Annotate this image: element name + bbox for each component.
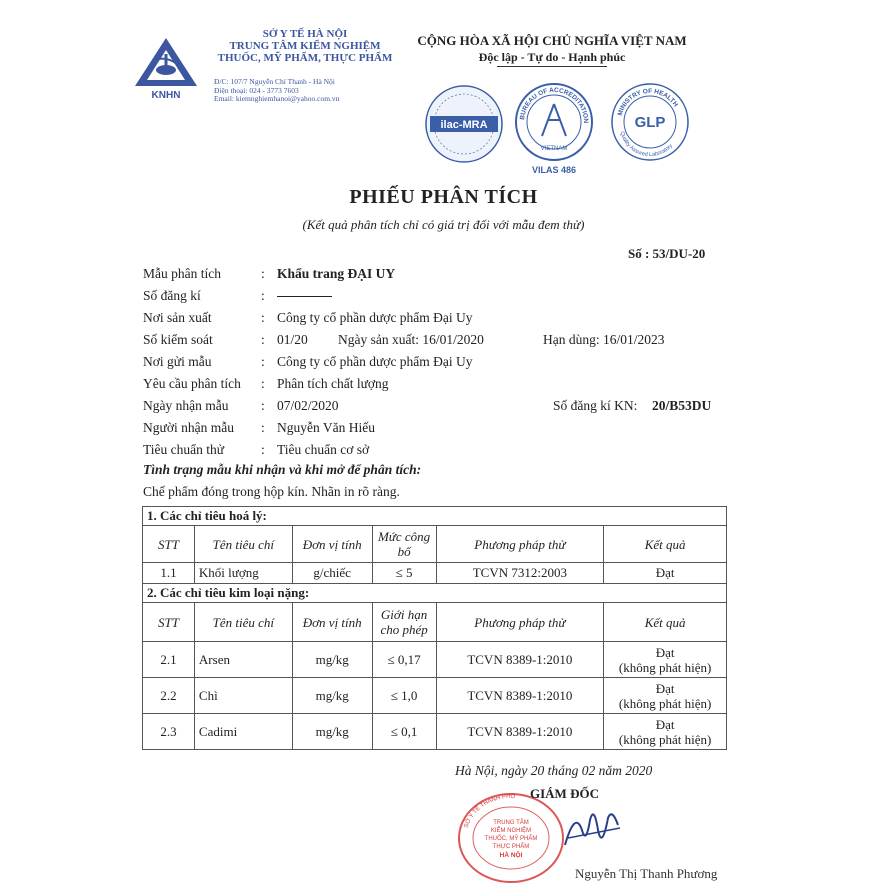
place-and-date: Hà Nội, ngày 20 tháng 02 năm 2020 (455, 763, 653, 778)
national-heading (408, 33, 696, 67)
org-email: Email: kiemnghiemhanoi@yahoo.com.vn (214, 94, 340, 103)
received-label: Ngày nhận mẫu (143, 398, 229, 413)
receiver-value: Nguyễn Văn Hiếu (277, 420, 375, 435)
accreditation-seals (424, 80, 694, 180)
regno-label: Số đăng kí (143, 288, 201, 303)
section-row (143, 507, 727, 526)
vilas-code: VILAS 486 (531, 165, 577, 175)
cell-limit: ≤ 5 (372, 563, 436, 584)
kn-value: 20/B53DU (652, 398, 712, 413)
header-row (143, 603, 727, 642)
result-note: (không phát hiện) (618, 731, 712, 747)
stamp-line-4: THỰC PHẨM (492, 844, 530, 850)
signer-name: Nguyễn Thị Thanh Phương (575, 866, 718, 881)
header-stt: STT (143, 603, 195, 642)
cell-stt: 2.2 (143, 678, 195, 714)
glp-sub-text: Quality Assured Laboratory (618, 130, 674, 159)
cell-name: Cadimi (194, 714, 292, 750)
ilac-text: ilac-MRA (440, 119, 488, 131)
cell-limit: ≤ 0,17 (372, 642, 436, 678)
table-row (143, 714, 727, 750)
stamp-line-1: TRUNG TÂM (493, 820, 529, 826)
org-line-2: TRUNG TÂM KIỂM NGHIỆM (229, 40, 381, 52)
result-value: Đạt (655, 644, 675, 660)
cell-method: TCVN 8389-1:2010 (436, 678, 604, 714)
org-address: Đ/C: 107/7 Nguyễn Chí Thanh - Hà Nội (214, 77, 335, 86)
result-value: Đạt (655, 680, 675, 696)
cell-unit: mg/kg (292, 678, 372, 714)
header-limit: Giới hạn cho phép (372, 603, 436, 642)
colon: : (261, 354, 265, 369)
document-subtitle: (Kết quả phân tích chỉ có giá trị đối với mẫu đem thử) (302, 217, 585, 232)
stamp-line-5: HÀ NỘI (499, 852, 523, 859)
cell-result: Đạt (604, 563, 727, 584)
receiver-label: Người nhận mẫu (143, 420, 234, 435)
header-name: Tên tiêu chí (194, 526, 292, 563)
header-unit: Đơn vị tính (292, 526, 372, 563)
condition-text: Chế phẩm đóng trong hộp kín. Nhãn in rõ ràng. (143, 484, 400, 499)
vilas-ring-text: BUREAU OF ACCREDITATION (519, 86, 590, 124)
sender-value: Công ty cổ phần dược phẩm Đại Uy (277, 354, 473, 369)
cell-method: TCVN 8389-1:2010 (436, 642, 604, 678)
cell-method: TCVN 8389-1:2010 (436, 714, 604, 750)
cell-name: Arsen (194, 642, 292, 678)
sender-label: Nơi gửi mẫu (143, 354, 212, 369)
director-title: GIÁM ĐỐC (530, 786, 599, 801)
colon: : (261, 442, 265, 457)
cell-stt: 2.3 (143, 714, 195, 750)
colon: : (261, 288, 265, 303)
standard-value: Tiêu chuẩn cơ sở (277, 442, 370, 457)
cell-unit: mg/kg (292, 642, 372, 678)
exp-date: Hạn dùng: 16/01/2023 (543, 332, 665, 347)
motto-underline (497, 66, 607, 67)
org-phone: Điện thoại: 024 - 3773 7603 (214, 85, 299, 95)
colon: : (261, 376, 265, 391)
vilas-seal (516, 84, 592, 175)
colon: : (261, 266, 265, 281)
cell-method: TCVN 7312:2003 (436, 563, 604, 584)
result-note: (không phát hiện) (618, 695, 712, 711)
condition-heading: Tình trạng mẫu khi nhận và khi mở để phân tích: (143, 462, 422, 477)
sample-value: Khẩu trang ĐẠI UY (277, 266, 396, 281)
cell-result (604, 642, 727, 678)
result-note: (không phát hiện) (618, 659, 712, 675)
header-result: Kết quả (604, 526, 727, 563)
section-1-title: 1. Các chỉ tiêu hoá lý: (143, 507, 727, 526)
received-value: 07/02/2020 (277, 398, 339, 413)
request-label: Yêu cầu phân tích (143, 376, 241, 391)
org-line-3: THUỐC, MỸ PHẨM, THỰC PHẨM (217, 52, 393, 64)
section-2-title: 2. Các chỉ tiêu kim loại nặng: (143, 584, 727, 603)
glp-ring-text: MINISTRY OF HEALTH (616, 87, 680, 117)
ilac-mra-seal (426, 86, 502, 162)
colon: : (261, 398, 265, 413)
lot-label: Số kiểm soát (143, 332, 213, 347)
handwritten-signature (560, 800, 630, 860)
nation-name: CỘNG HÒA XÃ HỘI CHỦ NGHĨA VIỆT NAM (417, 33, 687, 48)
manufacturer-label: Nơi sản xuất (143, 310, 212, 325)
mfg-date: Ngày sản xuất: 16/01/2020 (338, 332, 484, 347)
national-motto: Độc lập - Tự do - Hạnh phúc (478, 50, 626, 64)
vilas-country: VIETNAM (540, 146, 568, 152)
cell-name: Khối lượng (194, 563, 292, 584)
header-result: Kết quả (604, 603, 727, 642)
stamp-line-3: THUỐC, MỸ PHẨM (484, 836, 538, 842)
document-title: PHIẾU PHÂN TÍCH (349, 186, 538, 208)
stamp-line-2: KIỂM NGHIỆM (490, 828, 532, 834)
glp-name: GLP (634, 114, 666, 131)
cell-unit: mg/kg (292, 714, 372, 750)
glp-seal (612, 84, 688, 160)
logo-text: KNHN (151, 90, 181, 100)
header-level: Mức công bố (372, 526, 436, 563)
lot-value: 01/20 (277, 332, 308, 347)
result-value: Đạt (655, 716, 675, 732)
table-row (143, 642, 727, 678)
org-line-1: SỞ Y TẾ HÀ NỘI (262, 28, 348, 40)
cell-name: Chì (194, 678, 292, 714)
header-name: Tên tiêu chí (194, 603, 292, 642)
cell-limit: ≤ 0,1 (372, 714, 436, 750)
header-method: Phương pháp thử (436, 603, 604, 642)
results-table (142, 506, 727, 750)
regno-blank (277, 288, 332, 304)
header-row (143, 526, 727, 563)
kn-label: Số đăng kí KN: (553, 398, 638, 413)
sample-label: Mẫu phân tích (143, 266, 221, 281)
request-value: Phân tích chất lượng (277, 376, 389, 391)
header-method: Phương pháp thử (436, 526, 604, 563)
knhn-logo (131, 36, 201, 100)
section-row (143, 584, 727, 603)
manufacturer-value: Công ty cổ phần dược phẩm Đại Uy (277, 310, 473, 325)
organization-name (205, 28, 405, 64)
cell-limit: ≤ 1,0 (372, 678, 436, 714)
org-contact (214, 78, 404, 104)
cell-stt: 2.1 (143, 642, 195, 678)
cell-result (604, 714, 727, 750)
colon: : (261, 420, 265, 435)
header-unit: Đơn vị tính (292, 603, 372, 642)
cell-unit: g/chiếc (292, 563, 372, 584)
standard-label: Tiêu chuẩn thử (143, 442, 225, 457)
colon: : (261, 332, 265, 347)
table-row (143, 678, 727, 714)
cell-result (604, 678, 727, 714)
colon: : (261, 310, 265, 325)
stamp-ring-text: SỞ Y TẾ THÀNH PHỐ (463, 793, 516, 829)
document-number: Số : 53/DU-20 (628, 246, 706, 261)
table-row (143, 563, 727, 584)
header-stt: STT (143, 526, 195, 563)
cell-stt: 1.1 (143, 563, 195, 584)
